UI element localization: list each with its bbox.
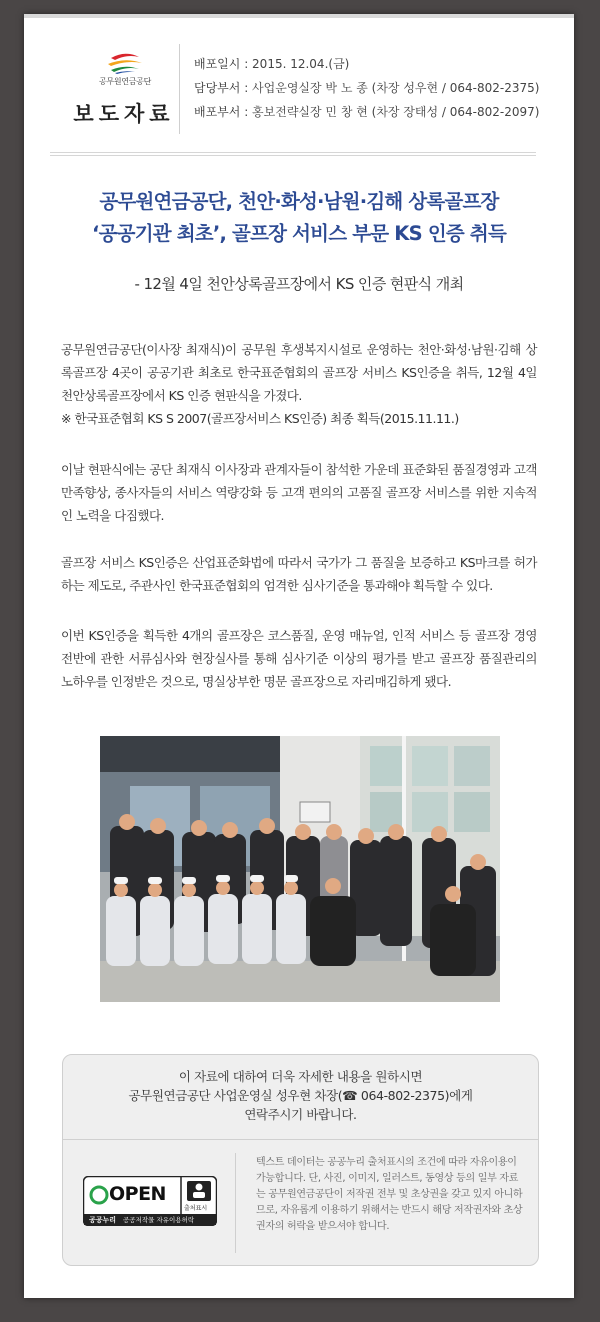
header-rule-bottom [50,155,536,156]
release-meta [194,52,539,124]
meta-department: 담당부서 : 사업운영실장 박 노 종 (차장 성우현 / 064-802-2375) [194,81,540,95]
article-subtitle: - 12월 4일 천안상록골프장에서 KS 인증 현판식 개최 [134,275,464,293]
org-name: 공무원연금공단 [99,77,151,86]
doc-type-label: 보도자료 [73,102,175,126]
paragraph-note: ※ 한국표준협회 KS S 2007(골프장서비스 KS인증) 최종 획득(2015.11.11.) [61,411,459,426]
meta-distribution: 배포부서 : 홍보전략실장 민 창 현 (차장 장태성 / 064-802-2097) [194,105,540,119]
meta-release-date: 배포일시 : 2015. 12.04.(금) [194,57,350,71]
license-notice: 텍스트 데이터는 공공누리 출처표시의 조건에 따라 자유이용이 가능합니다. 단, 사진, 이미지, 일러스트, 동영상 등의 일부 자료는 공무원연금공단이 저작권 전부 및 초상권을 갖고 있지 아니하므로, 자유롭게 이용하기 위해서는 반드시 해당 저작권자와 초상권자의 허락을 받으셔야 합니다. [256,1157,523,1232]
header-divider [179,44,180,134]
contact-line-2: 공무원연금공단 사업운영실 성우현 차장(☎ 064-802-2375)에게 [128,1088,473,1103]
article-title [24,186,574,250]
paragraph-4: 이번 KS인증을 획득한 4개의 골프장은 코스품질, 운영 매뉴얼, 인적 서비스 등 골프장 경영 전반에 관한 서류심사와 현장실사를 통해 심사기준 이상의 평가를 받고 골프장 품질관리의 노하우를 인정받은 것으로, 명실상부한 명문 골프장으로 자리매김하게 됐다. [61,628,537,689]
org-logo [86,52,164,87]
paragraph-1: 공무원연금공단(이사장 최재식)이 공무원 후생복지시설로 운영하는 천안·화성·남원·김해 상록골프장 4곳이 공공기관 최초로 한국표준협회의 골프장 서비스 KS인증을 취득, 12월 4일 천안상록골프장에서 KS 인증 현판식을 가졌다. [61,342,537,403]
contact-box [62,1054,539,1266]
paragraph-2: 이날 현판식에는 공단 최재식 이사장과 관계자들이 참석한 가운데 표준화된 품질경영과 고객만족향상, 종사자들의 서비스 역량강화 등 고객 편의의 고품질 골프장 서비스를 위한 지속적인 노력을 다짐했다. [61,462,537,523]
ceremony-photo [100,736,500,1002]
contact-line-1: 이 자료에 대하여 더욱 자세한 내용을 원하시면 [178,1069,423,1084]
kogl-attr-label: 출처표시 [184,1205,208,1212]
header-rule-top [50,152,536,153]
contact-line-3: 연락주시기 바랍니다. [244,1107,357,1122]
kogl-license-badge [83,1176,217,1226]
kogl-caption-bold: 공공누리 [89,1216,117,1224]
kogl-open-label: OPEN [109,1183,166,1205]
title-line-2: ‘공공기관 최초’, 골프장 서비스 부문 KS 인증 취득 [92,222,506,245]
paragraph-3: 골프장 서비스 KS인증은 산업표준화법에 따라서 국가가 그 품질을 보증하고 KS마크를 허가하는 제도로, 주관사인 한국표준협회의 엄격한 심사기준을 통과해야 획득할 수 있다. [61,555,537,593]
contact-message [63,1067,538,1124]
license-divider [235,1153,236,1253]
contact-divider [63,1139,538,1140]
kogl-caption: 공공저작물 자유이용허락 [123,1216,195,1224]
press-release-sheet [24,14,574,1298]
org-emblem-icon [105,52,145,74]
top-bar [24,14,574,18]
title-line-1: 공무원연금공단, 천안·화성·남원·김해 상록골프장 [99,190,499,213]
group-photo-image [100,736,500,1002]
